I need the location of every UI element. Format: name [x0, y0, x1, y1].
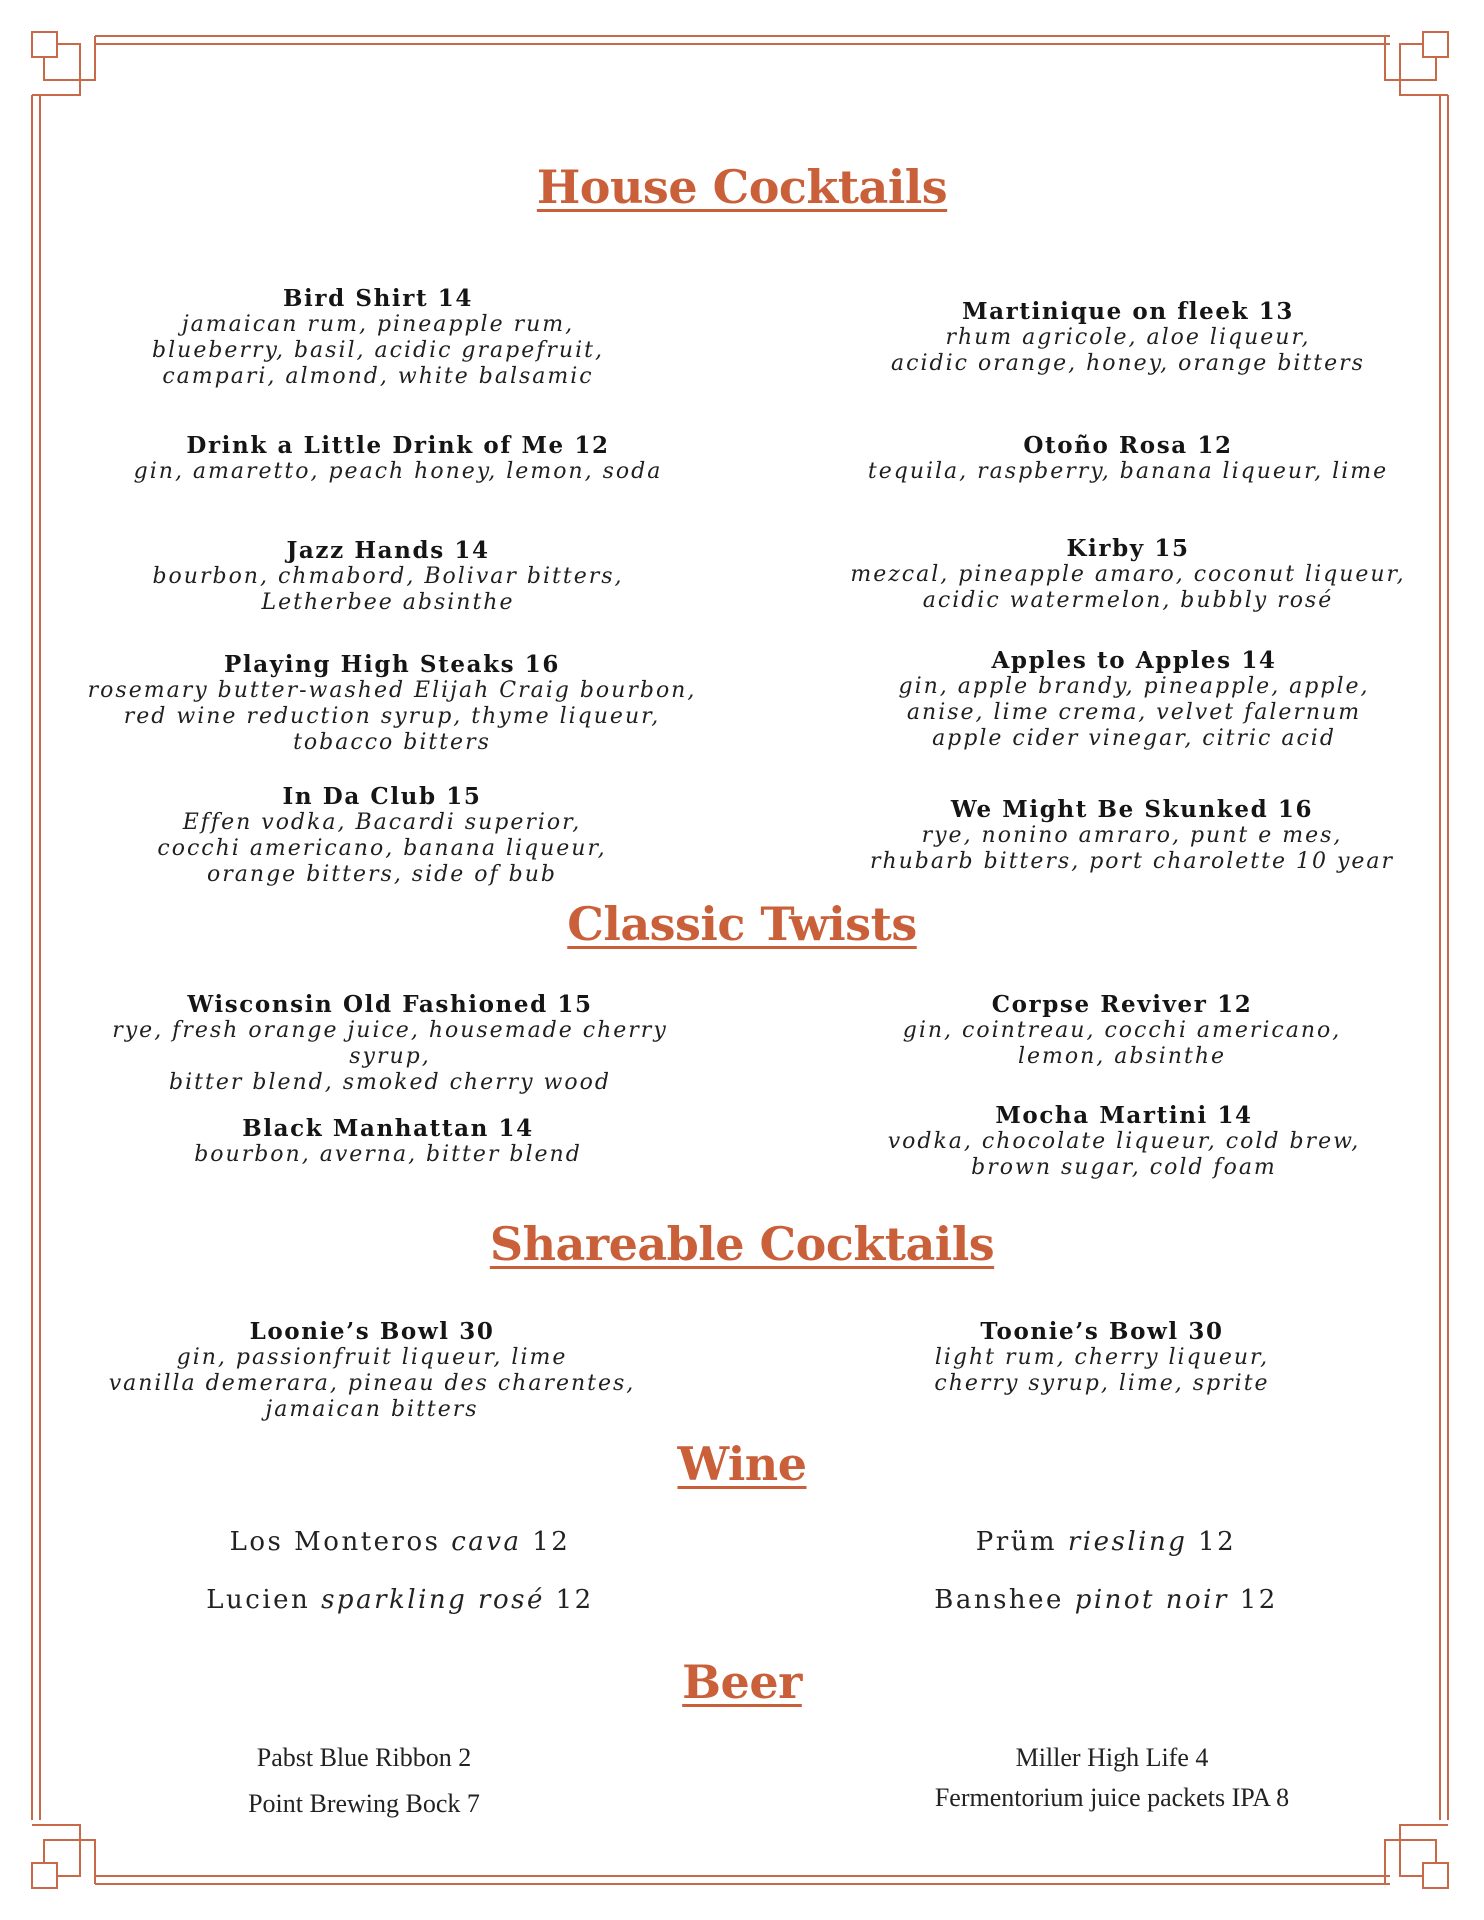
- beer-item: Pabst Blue Ribbon 2: [256, 1743, 472, 1772]
- drink-name: Jazz Hands 14: [286, 537, 490, 564]
- heading-wine: Wine: [677, 1437, 807, 1491]
- menu-item: [818, 433, 1438, 485]
- drink-name: Wisconsin Old Fashioned 15: [187, 991, 593, 1018]
- drink-description: lemon, absinthe: [1017, 1044, 1227, 1069]
- drink-name: Drink a Little Drink of Me 12: [186, 432, 610, 459]
- menu-item: [82, 652, 702, 756]
- drink-description: gin, cointreau, cocchi americano,: [902, 1018, 1342, 1043]
- wine-item: [826, 1527, 1386, 1557]
- drink-description: mezcal, pineapple amaro, coconut liqueur,: [850, 562, 1406, 587]
- drink-description: vodka, chocolate liqueur, cold brew,: [887, 1129, 1361, 1154]
- wine-style: riesling: [1067, 1527, 1188, 1557]
- wine-price: 12: [532, 1527, 571, 1557]
- menu-item: [792, 1319, 1412, 1397]
- drink-name: Playing High Steaks 16: [224, 651, 560, 678]
- menu-item: [80, 992, 700, 1096]
- drink-name: Martinique on fleek 13: [962, 298, 1294, 325]
- drink-description: tobacco bitters: [293, 730, 491, 755]
- wine-price: 12: [1198, 1527, 1237, 1557]
- menu-item: [812, 992, 1432, 1070]
- menu-item: [62, 1319, 682, 1423]
- drink-name: Black Manhattan 14: [242, 1115, 534, 1142]
- wine-producer: Lucien: [206, 1585, 311, 1615]
- drink-name: Otoño Rosa 12: [1023, 432, 1233, 459]
- wine-style: cava: [451, 1527, 522, 1557]
- drink-name: In Da Club 15: [282, 783, 482, 810]
- menu-item: [88, 433, 708, 485]
- drink-description: rhum agricole, aloe liqueur,: [945, 325, 1311, 350]
- drink-description: anise, lime crema, velvet falernum: [906, 700, 1362, 725]
- corner-motif-bottom-right: [1385, 1825, 1448, 1888]
- drink-description: cocchi americano, banana liqueur,: [157, 836, 607, 861]
- drink-name: Toonie’s Bowl 30: [980, 1318, 1224, 1345]
- corner-motif-bottom-left: [32, 1825, 95, 1888]
- drink-description: bourbon, chmabord, Bolivar bitters,: [152, 564, 624, 589]
- heading-classic-twists: Classic Twists: [567, 897, 917, 951]
- drink-description: acidic orange, honey, orange bitters: [891, 351, 1365, 376]
- heading-house-cocktails: House Cocktails: [536, 160, 948, 214]
- drink-name: Mocha Martini 14: [995, 1102, 1253, 1129]
- heading-shareable-cocktails: Shareable Cocktails: [489, 1217, 995, 1271]
- drink-description: vanilla demerara, pineau des charentes,: [108, 1371, 636, 1396]
- corner-motif-top-left: [32, 32, 95, 95]
- beer-item: Point Brewing Bock 7: [248, 1789, 480, 1818]
- corner-motif-top-right: [1385, 32, 1448, 95]
- beer-item: Miller High Life 4: [1015, 1743, 1209, 1772]
- drink-description: orange bitters, side of bub: [207, 862, 557, 887]
- wine-price: 12: [555, 1585, 594, 1615]
- wine-price: 12: [1239, 1585, 1278, 1615]
- beer-item: Fermentorium juice packets IPA 8: [934, 1783, 1290, 1812]
- drink-description: rye, nonino amraro, punt e mes,: [921, 823, 1343, 848]
- drink-description: acidic watermelon, bubbly rosé: [922, 588, 1334, 613]
- drink-description: campari, almond, white balsamic: [162, 364, 594, 389]
- drink-description: jamaican rum, pineapple rum,: [181, 312, 575, 337]
- drink-description: tequila, raspberry, banana liqueur, lime: [867, 459, 1389, 484]
- wine-producer: Banshee: [934, 1585, 1064, 1615]
- wine-producer: Prüm: [975, 1527, 1058, 1557]
- menu-item: [78, 538, 698, 616]
- menu-item: [68, 286, 688, 390]
- drink-description: light rum, cherry liqueur,: [934, 1345, 1270, 1370]
- wine-style: sparkling rosé: [321, 1585, 545, 1615]
- drink-description: Effen vodka, Bacardi superior,: [182, 810, 582, 835]
- menu-item: [824, 648, 1444, 752]
- drink-description: Letherbee absinthe: [261, 590, 515, 615]
- drink-name: Bird Shirt 14: [282, 285, 473, 312]
- drink-description: red wine reduction syrup, thyme liqueur,: [123, 704, 661, 729]
- menu-item: [72, 784, 692, 888]
- menu-item: [814, 1103, 1434, 1181]
- drink-name: Loonie’s Bowl 30: [249, 1318, 495, 1345]
- drink-description: bitter blend, smoked cherry wood: [169, 1070, 611, 1095]
- drink-name: Corpse Reviver 12: [991, 991, 1253, 1018]
- wine-style: pinot noir: [1074, 1585, 1229, 1615]
- menu-item: [818, 299, 1438, 377]
- drink-description: gin, passionfruit liqueur, lime: [176, 1345, 568, 1370]
- drink-description: blueberry, basil, acidic grapefruit,: [152, 338, 604, 363]
- drink-description: cherry syrup, lime, sprite: [934, 1371, 1270, 1396]
- drink-description: bourbon, averna, bitter blend: [194, 1142, 582, 1167]
- drink-description: rhubarb bitters, port charolette 10 year: [869, 849, 1395, 874]
- wine-item: [826, 1585, 1386, 1615]
- menu-item: [822, 797, 1442, 875]
- wine-producer: Los Monteros: [229, 1527, 441, 1557]
- heading-beer: Beer: [682, 1655, 802, 1709]
- menu-item: [818, 536, 1438, 614]
- wine-item: [120, 1527, 680, 1557]
- menu-item: [78, 1116, 698, 1168]
- drink-description: rye, fresh orange juice, housemade cherry syrup,: [112, 1018, 668, 1069]
- drink-name: We Might Be Skunked 16: [950, 796, 1314, 823]
- drink-description: gin, apple brandy, pineapple, apple,: [898, 674, 1370, 699]
- drink-name: Apples to Apples 14: [991, 647, 1277, 674]
- drink-description: brown sugar, cold foam: [971, 1155, 1277, 1180]
- drink-description: apple cider vinegar, citric acid: [932, 726, 1336, 751]
- drink-description: jamaican bitters: [265, 1397, 479, 1422]
- drink-description: rosemary butter-washed Elijah Craig bourbon,: [87, 678, 697, 703]
- drink-name: Kirby 15: [1066, 535, 1190, 562]
- drink-description: gin, amaretto, peach honey, lemon, soda: [133, 459, 663, 484]
- wine-item: [120, 1585, 680, 1615]
